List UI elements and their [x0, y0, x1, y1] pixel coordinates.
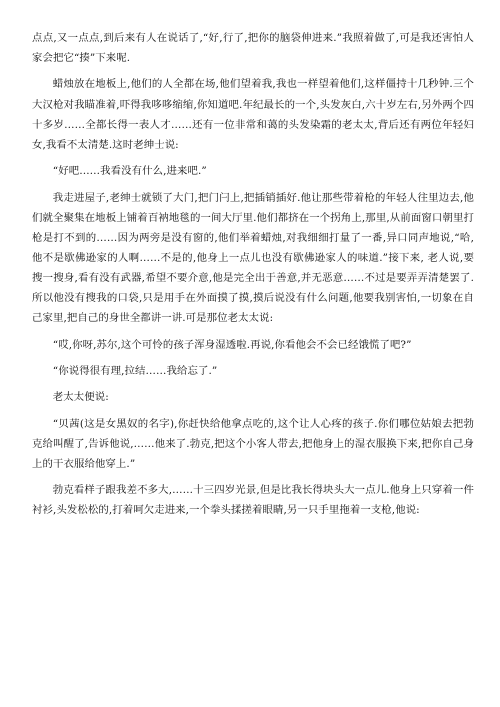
paragraph-7: 老太太便说: [52, 391, 109, 404]
paragraph-9: 勃克看样子跟我差不多大,……十三四岁光景,但是比我长得块头大一点儿.他身上只穿着一件衬衫,头发松松的,打着呵欠走进来,一个拳头揉搓着眼睛,另一只手里拖着一支枪,他说: [32, 484, 474, 517]
paragraph-4: 我走进屋子,老绅士就锁了大门,把门闩上,把插销插好.他让那些带着枪的年轻人往里边去,他们就全聚集在地板上铺着百衲地毯的一间大厅里.他们都挤在一个拐角上,那里,从前面窗口朝里打枪是打不到的……因为两旁是没有窗的,他们举着蜡烛,对我细细打量了一番,异口同声地说,“哈,他不是歇佛逊家的人啊……不是的,他身上一点儿也没有歇佛逊家人的味道.”接下来, 老人说,要搜一搜身,看有没有武器,希望不要介意,他是完全出于善意,并无恶意……不过是要弄弄清楚罢了.所以他没有搜我的口袋,只是用手在外面摸了摸,摸后说没有什么问题,他要我别害怕,一切象在自己家里,把自己的身世全都讲一讲.可是那位老太太说: [32, 191, 474, 325]
paragraph-1: 点点,又一点点,到后来有人在说话了,“好,行了,把你的脑袋伸进来.”我照着做了,可是我还害怕人家会把它“揍”下来呢. [32, 32, 474, 65]
paragraph-5: “哎,你呀,苏尔,这个可怜的孩子浑身湿透啦.再说,你看他会不会已经饿慌了吧?” [52, 338, 412, 351]
paragraph-3: “好吧……我看没有什么,进来吧.” [52, 165, 207, 178]
paragraph-6: “你说得很有理,拉结……我给忘了.” [52, 364, 218, 377]
paragraph-8: “贝茜(这是女黑奴的名字),你赶快给他拿点吃的,这个让人心疼的孩子.你们哪位姑娘去把勃克给叫醒了,告诉他说,……他来了.勃克,把这个小客人带去,把他身上的湿衣服换下来,把你自己身上的干衣服给他穿上.” [32, 417, 474, 470]
paragraph-2: 蜡烛放在地板上,他们的人全都在场,他们望着我,我也一样望着他们,这样僵持十几秒钟.三个大汉枪对我瞄准着,吓得我哆哆缩缩,你知道吧.年纪最长的一个,头发灰白,六十岁左右,另外两个四十多岁……全都长得一表人才……还有一位非常和蔼的头发染霜的老太太,背后还有两位年轻妇女,我看不太清楚.这时老绅士说: [32, 78, 474, 151]
